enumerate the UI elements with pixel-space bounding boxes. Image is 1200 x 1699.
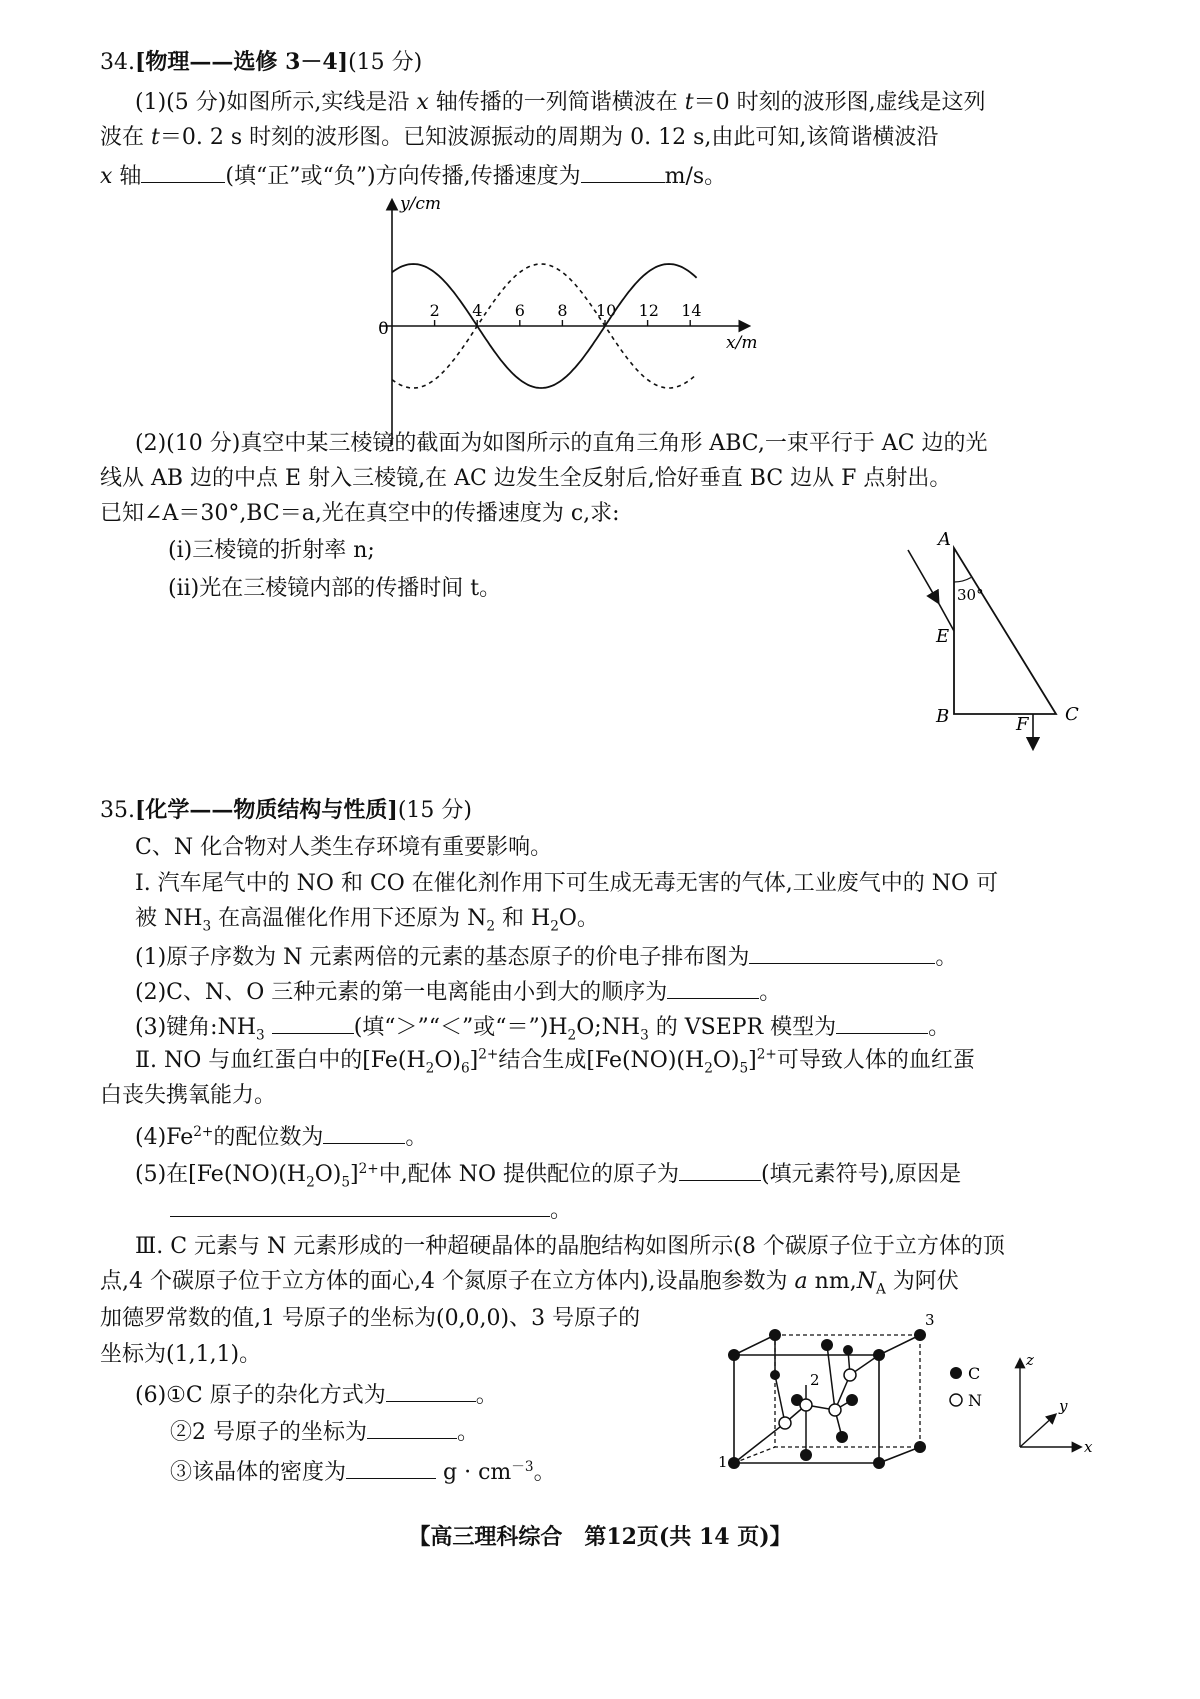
text: Ⅱ. NO 与血红蛋白中的[Fe(H (135, 1048, 426, 1073)
q35-III-line3: 加德罗常数的值,1 号原子的坐标为(0,0,0)、3 号原子的 (100, 1306, 641, 1331)
cube-edge (879, 1447, 920, 1463)
text: ②2 号原子的坐标为 (170, 1420, 367, 1446)
q35-header (100, 796, 472, 826)
text: 中,配体 NO 提供配位的原子为 (378, 1162, 679, 1188)
cube-edge (734, 1447, 775, 1463)
text: 。 (759, 980, 782, 1006)
origin-label: 0 (378, 319, 389, 339)
text: x (100, 164, 113, 190)
x-tick-label: 14 (681, 301, 702, 320)
text: 。 (928, 1015, 951, 1041)
text: 可导致人体的血红蛋 (776, 1048, 975, 1073)
axis-z-label: z (1026, 1351, 1034, 1369)
text: A (875, 1281, 886, 1298)
q35-II-line1 (135, 1047, 975, 1076)
q35-title: [化学——物质结构与性质] (135, 797, 398, 823)
answer-blank-q3b[interactable] (836, 1010, 928, 1034)
text: 波在 (100, 125, 151, 150)
answer-blank-q6-2[interactable] (367, 1415, 457, 1439)
q35-q4 (135, 1120, 427, 1153)
text: (5)在[Fe(NO)(H (135, 1162, 307, 1188)
text: (4)Fe (135, 1125, 194, 1151)
x-tick-label: 8 (557, 301, 568, 320)
text: 点,4 个碳原子位于立方体的面心,4 个氮原子在立方体内),设晶胞参数为 (100, 1269, 795, 1294)
x-tick-label: 12 (638, 301, 659, 320)
q35-q6-3 (170, 1455, 556, 1488)
prism-diagram (880, 530, 1120, 755)
text: t (684, 90, 694, 115)
q34-p2-sub1: (ⅰ)三棱镜的折射率 n; (168, 538, 375, 563)
text: ＝0 时刻的波形图,虚线是这列 (693, 90, 986, 115)
answer-blank-q2[interactable] (667, 975, 759, 999)
q34-p2-line3: 已知∠A＝30°,BC＝a,光在真空中的传播速度为 c,求: (100, 501, 620, 526)
legend-n-label: N (968, 1391, 982, 1410)
q35-q2 (135, 975, 781, 1008)
q35-q1 (135, 940, 957, 973)
axis-x-label: x (1084, 1438, 1093, 1456)
text: (填“＞”“＜”或“＝”)H (353, 1015, 568, 1041)
text: m/s。 (664, 164, 727, 190)
answer-blank-q5a[interactable] (679, 1157, 761, 1181)
legend-n-marker (950, 1394, 962, 1406)
text: ] (350, 1162, 359, 1188)
text: O) (434, 1048, 461, 1073)
text: 5 (341, 1174, 351, 1191)
axis-y-label: y (1059, 1397, 1068, 1415)
text: 轴 (112, 164, 142, 190)
incident-ray-1 (908, 550, 938, 602)
text: nm, (807, 1269, 857, 1294)
text: 。 (457, 1420, 480, 1446)
q34-p2-line1: (2)(10 分)真空中某三棱镜的截面为如图所示的直角三角形 ABC,一束平行于 AC 边的光 (135, 431, 988, 456)
text: －3 (511, 1458, 534, 1475)
text: 2 (486, 918, 496, 935)
q34-p2-line2: 线从 AB 边的中点 E 射入三棱镜,在 AC 边发生全反射后,恰好垂直 BC 边从 F 点射出。 (100, 466, 952, 491)
text: 。 (533, 1460, 556, 1486)
text: 3 (256, 1027, 265, 1044)
answer-blank-direction[interactable] (141, 159, 225, 183)
q34-header (100, 48, 422, 78)
text: 2 (550, 918, 559, 935)
text: 的 VSEPR 模型为 (648, 1015, 837, 1041)
text: ] (748, 1048, 757, 1073)
text: 2 (306, 1174, 315, 1191)
q35-q5-line2 (170, 1193, 572, 1226)
text: 和 H (495, 906, 551, 931)
text: 。 (935, 945, 958, 971)
atom-label-1: 1 (718, 1453, 728, 1471)
answer-blank-speed[interactable] (581, 159, 665, 183)
angle-arc (954, 578, 971, 583)
answer-blank-q4[interactable] (323, 1120, 405, 1144)
text: 2+ (478, 1046, 499, 1063)
legend-c-label: C (968, 1364, 981, 1383)
answer-blank-q1[interactable] (749, 940, 935, 964)
text: 为阿伏 (885, 1269, 959, 1294)
text: O) (314, 1162, 342, 1188)
q35-III-line2 (100, 1268, 959, 1297)
vertex-a-label: A (938, 529, 951, 550)
answer-blank-q6-1[interactable] (386, 1378, 476, 1402)
crystal-diagram (718, 1305, 1120, 1485)
q35-III-line1: Ⅲ. C 元素与 N 元素形成的一种超硬晶体的晶胞结构如图所示(8 个碳原子位于立方体的顶 (135, 1234, 1005, 1259)
text: 被 NH (135, 906, 203, 931)
text: ] (469, 1048, 479, 1073)
vertex-b-label: B (936, 706, 950, 727)
text: 。 (405, 1125, 428, 1151)
text: t (151, 125, 160, 150)
q35-q3 (135, 1010, 950, 1043)
text: ③该晶体的密度为 (170, 1460, 347, 1486)
text: O) (712, 1048, 740, 1073)
x-tick-label: 10 (596, 301, 617, 320)
text: 3 (640, 1027, 649, 1044)
answer-blank-q5b[interactable] (170, 1193, 550, 1217)
q35-number: 35. (100, 798, 135, 823)
text: (填“正”或“负”)方向传播,传播速度为 (225, 164, 581, 190)
answer-blank-q6-3[interactable] (346, 1455, 436, 1479)
q35-II-line2: 白丧失携氧能力。 (100, 1083, 277, 1108)
text: 轴传播的一列简谐横波在 (428, 90, 685, 115)
angle-label: 30° (957, 586, 984, 604)
legend-c-marker (950, 1367, 962, 1379)
text: 2 (425, 1060, 435, 1077)
q34-score: (15 分) (348, 50, 423, 75)
q35-III-line4: 坐标为(1,1,1)。 (100, 1342, 262, 1367)
text: ＝0. 2 s 时刻的波形图。已知波源振动的周期为 0. 12 s,由此可知,该简谐横波沿 (159, 125, 939, 150)
x-ticks (430, 301, 702, 326)
q34-number: 34. (100, 50, 135, 75)
text: (3)键角:NH (135, 1015, 257, 1041)
text: 。 (550, 1198, 573, 1224)
y-axis-label: y/cm (400, 194, 441, 214)
x-axis-label: x/m (726, 333, 758, 353)
text: 6 (460, 1060, 470, 1077)
triangle-abc (954, 548, 1056, 714)
q34-p1-line2 (100, 124, 938, 153)
vertex-c-label: C (1065, 704, 1079, 725)
q35-q6-1 (135, 1378, 498, 1411)
q35-score: (15 分) (397, 798, 472, 823)
text: 2 (704, 1060, 713, 1077)
text: 2 (567, 1027, 577, 1044)
text: 2+ (358, 1160, 379, 1177)
q35-q5 (135, 1157, 961, 1190)
text: 结合生成[Fe(NO)(H (498, 1048, 705, 1073)
q35-q6-2 (170, 1415, 479, 1448)
text: (2)C、N、O 三种元素的第一电离能由小到大的顺序为 (135, 980, 668, 1006)
text: (6)①C 原子的杂化方式为 (135, 1383, 386, 1409)
carbon-atoms (728, 1329, 926, 1469)
x-tick-label: 6 (514, 301, 525, 320)
wave-graph (350, 195, 770, 450)
text: 5 (739, 1060, 749, 1077)
q35-I-line2 (135, 905, 599, 934)
text: 2+ (756, 1046, 777, 1063)
text: 3 (202, 918, 212, 935)
q35-intro: C、N 化合物对人类生存环境有重要影响。 (135, 835, 553, 860)
answer-blank-q3a[interactable] (272, 1010, 354, 1034)
q35-I-line1: Ⅰ. 汽车尾气中的 NO 和 CO 在催化剂作用下可生成无毒无害的气体,工业废气中的 NO 可 (135, 871, 999, 896)
text: x (416, 90, 429, 115)
text: O;NH (576, 1015, 641, 1041)
text: 。 (475, 1383, 498, 1409)
page-footer: 【高三理科综合 第12页(共 14 页)】 (408, 1524, 792, 1550)
q34-title: [物理——选修 3－4] (135, 49, 349, 75)
q34-p1-line1 (135, 89, 986, 118)
text: 在高温催化作用下还原为 N (211, 906, 487, 931)
x-tick-label: 2 (429, 301, 440, 320)
text: (1)原子序数为 N 元素两倍的元素的基态原子的价电子排布图为 (135, 945, 750, 971)
text: 2+ (193, 1123, 214, 1140)
point-e-label: E (936, 626, 950, 647)
q34-p1-line3 (100, 159, 726, 192)
text: (填元素符号),原因是 (761, 1162, 962, 1188)
text: 的配位数为 (213, 1125, 324, 1151)
atom-label-2: 2 (810, 1371, 820, 1389)
q34-p2-sub2: (ⅱ)光在三棱镜内部的传播时间 t。 (168, 576, 502, 601)
cube-edge (734, 1335, 775, 1355)
axis-y (1020, 1415, 1055, 1447)
text: O。 (558, 906, 599, 931)
text: N (856, 1269, 876, 1294)
x-tick-label: 4 (472, 301, 483, 320)
text: g · cm (443, 1460, 512, 1486)
atom-label-3: 3 (925, 1311, 935, 1329)
text: a (794, 1269, 808, 1294)
cube-edge (879, 1335, 920, 1355)
text: (1)(5 分)如图所示,实线是沿 (135, 90, 417, 115)
point-f-label: F (1016, 714, 1029, 735)
